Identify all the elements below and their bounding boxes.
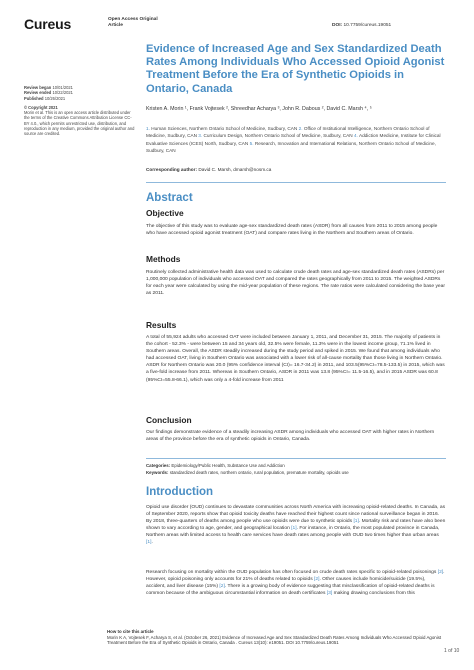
- paragraph-text: making drawing conclusions from this: [332, 591, 415, 597]
- sidebar: [24, 85, 136, 137]
- corresponding-author: [146, 167, 446, 172]
- paragraph-text: . Mortality risk and rates have also been shown to vary according to age, gender, and geographical location: [146, 519, 446, 532]
- affiliation-text: Human Sciences, Northern Ontario School of Medicine, Sudbury, CAN: [151, 126, 299, 131]
- affiliation-number: 5.: [249, 140, 255, 146]
- copyright-title: © Copyright 2021: [24, 104, 58, 110]
- copyright-text: Morin et al. This is an open access article distributed under the terms of the Creative Commons Attribution License CC-BY 4.0., which permits unrestricted use, distribution, and reproduction in any medium, provided the original author and source are credited.: [24, 110, 135, 137]
- divider: [146, 182, 446, 183]
- intro-paragraph-1: [146, 504, 446, 547]
- reference-link[interactable]: [2]: [314, 577, 320, 583]
- corresponding-label: Corresponding author:: [146, 167, 198, 172]
- reference-link[interactable]: [1]: [146, 540, 152, 546]
- access-line-2: Article: [108, 23, 123, 28]
- article-title: Evidence of Increased Age and Sex Standardized Death Rates Among Individuals Who Accessed Opioid Agonist Treatment Before the Era of Synthetic Opioids in Ontario, Canada: [146, 43, 445, 95]
- categories-value: Epidemiology/Public Health, Substance Use and Addiction: [171, 463, 285, 468]
- journal-logo: Cureus: [24, 16, 72, 32]
- reference-link[interactable]: [1]: [291, 526, 297, 532]
- date-review-began: Review began 10/01/2021: [24, 85, 73, 90]
- methods-heading: Methods: [146, 254, 181, 264]
- objective-heading: Objective: [146, 208, 184, 218]
- author-list[interactable]: Kristen A. Morin ¹, Frank Vojtesek ², Shreedhar Acharya ³, John R. Dabous ², David C. Marsh ⁴, ⁵: [146, 106, 372, 112]
- citation-block: [107, 629, 447, 646]
- categories: [146, 463, 446, 469]
- corresponding-value[interactable]: David C. Marsh, dmarsh@nosm.ca: [198, 167, 272, 172]
- review-dates: [24, 85, 136, 101]
- categories-label: Categories:: [146, 463, 171, 468]
- affiliation-text: Addiction Medicine, Institute for Clinical Evaluative Sciences (ICES) North, Sudbury, CAN: [146, 133, 441, 146]
- introduction-heading: Introduction: [146, 486, 214, 498]
- keywords-label: Keywords:: [146, 470, 169, 475]
- doi-value[interactable]: 10.7759/cureus.19051: [343, 23, 392, 28]
- reference-link[interactable]: [3]: [326, 591, 333, 597]
- paragraph-text: . There is a growing body of evidence suggesting that misclassification of opioid-related deaths is common because of the ambiguous circumstantial information on death certificates: [146, 584, 435, 597]
- abstract-heading: Abstract: [146, 192, 193, 204]
- date-published: Published 10/26/2021: [24, 95, 66, 101]
- conclusion-heading: Conclusion: [146, 415, 192, 425]
- paragraph-text: . Other causes include homicide/suicide (19.5%), accident, and liver disease (15%): [146, 577, 426, 590]
- methods-text: Routinely collected administrative health data was used to calculate crude death rates and age-sex standardized death rates (ASDRs) per 1,000,000 population of individuals who accessed OAT and compared the rates geographically from 2011 to 2015. The weighted ASDRs for each year were calculated by using the mid-year population of these regions. The rate ratios were calculated considering the base year as 2011.: [146, 270, 445, 297]
- page-number: 1 of 10: [444, 648, 460, 654]
- affiliations: [146, 125, 446, 155]
- affiliation-text: Curriculum Design, Northern Ontario School of Medicine, Sudbury, CAN: [203, 133, 354, 139]
- conclusion-text: Our findings demonstrate evidence of a steadily increasing ASDR among individuals who accessed OAT with higher rates in Northern areas of the province before the era of synthetic opioids in Ontario, Canada.: [146, 430, 435, 443]
- affiliation-text: Research, Innovation and International Relations, Northern Ontario School of Medicine, Sudbury, CAN: [146, 140, 436, 154]
- results-text: A total of 55,924 adults who accessed OAT were included between January 1, 2011, and December 31, 2015. The majority of patients in the cohort - 52.3% - were between 15 and 34 years old, 32.5% were female, 11.3% were in the lowest income group, 71.1% lived in Southern areas. Overall, the ASDR steadily increased during the study period and spiked in 2015. We found that among individuals who had accessed OAT, living in Southern Ontario was associated with a lower risk of all-cause mortality than those living in Northern Ontario. ASDR for Northern Ontario was 20.0 (95% confidence interval (CI)= 16.7-34.2) in 2011, and 103.5(95%CI=78.5-133.5) in 2015, which was a five-fold increase from 2011. Whereas in Southern Ontario, ASDR in 2011 was 13.8 (95%CI= 11.5-16.5), and in 2015 ASDR was 60.8 (95%CI=55.8-66.1), which was only a 4-fold increase from 2011: [146, 335, 445, 383]
- objective-text: The objective of this study was to evaluate age-sex standardized death rates (ASDR) from all causes from 2011 to 2015 among people who have accessed opioid agonist treatment (OAT) and compare rates living in the Northern and Southern areas of Ontario.: [146, 224, 438, 237]
- paragraph-text: .: [151, 540, 153, 546]
- reference-link[interactable]: [2]: [219, 584, 225, 590]
- intro-paragraph-2: [146, 569, 446, 597]
- affiliation-number: 2.: [298, 126, 304, 131]
- date-review-ended: Review ended 10/22/2021: [24, 90, 73, 96]
- affiliation-number: 4.: [354, 133, 359, 139]
- paragraph-text: Research focusing on mortality within the OUD population has often focused on crude death rates specific to opioid-related poisonings: [146, 570, 438, 575]
- affiliation-number: 3.: [198, 133, 204, 139]
- doi-label: [332, 23, 391, 28]
- article-type-label: [108, 17, 158, 29]
- paragraph-text: . For instance, in Ontario, the most populated province in Canada, Northern areas with limited access to health care services have death rates among people with OUD two times higher than urban areas: [146, 526, 440, 539]
- paragraph-text: . However, opioid poisoning only accounts for 21% of deaths related to opioids: [146, 570, 445, 583]
- keywords: [146, 470, 446, 476]
- paragraph-text: Opioid use disorder (OUD) continues to devastate communities across North America with increasing opioid-related deaths. In Canada, as of September 2020, reports show that opioid toxicity deaths have reached their highest count since national surveillance began in 2016. By 2018, three-quarters of deaths among people who use opioids were due to synthetic opioids: [146, 505, 446, 525]
- reference-link[interactable]: [1]: [353, 519, 359, 525]
- affiliation-number: 1.: [146, 126, 152, 131]
- results-heading: Results: [146, 320, 177, 330]
- keywords-value: standardized death rates, northern ontario, rural population, premature mortality, opioids use: [169, 470, 349, 475]
- citation-text: Morin K A, Vojtesek F, Acharya S, et al. (October 26, 2021) Evidence of Increased Age and Sex Standardized Death Rates Among Individuals Who Accessed Opioid Agonist Treatment Before the Era of Synthetic Opioids in Ontario, Canada . Cureus 13(10): e19051. DOI 10.7759/cureus.19051: [107, 634, 442, 646]
- divider: [146, 458, 446, 459]
- reference-link[interactable]: [2]: [437, 570, 444, 575]
- access-line-1: Open Access Original: [108, 17, 158, 22]
- citation-title: How to cite this article: [107, 629, 154, 634]
- affiliation-text: Office of Institutional Intelligence, Northern Ontario School of Medicine, Sudbury, CAN: [146, 126, 430, 139]
- doi-prefix: DOI:: [332, 23, 343, 28]
